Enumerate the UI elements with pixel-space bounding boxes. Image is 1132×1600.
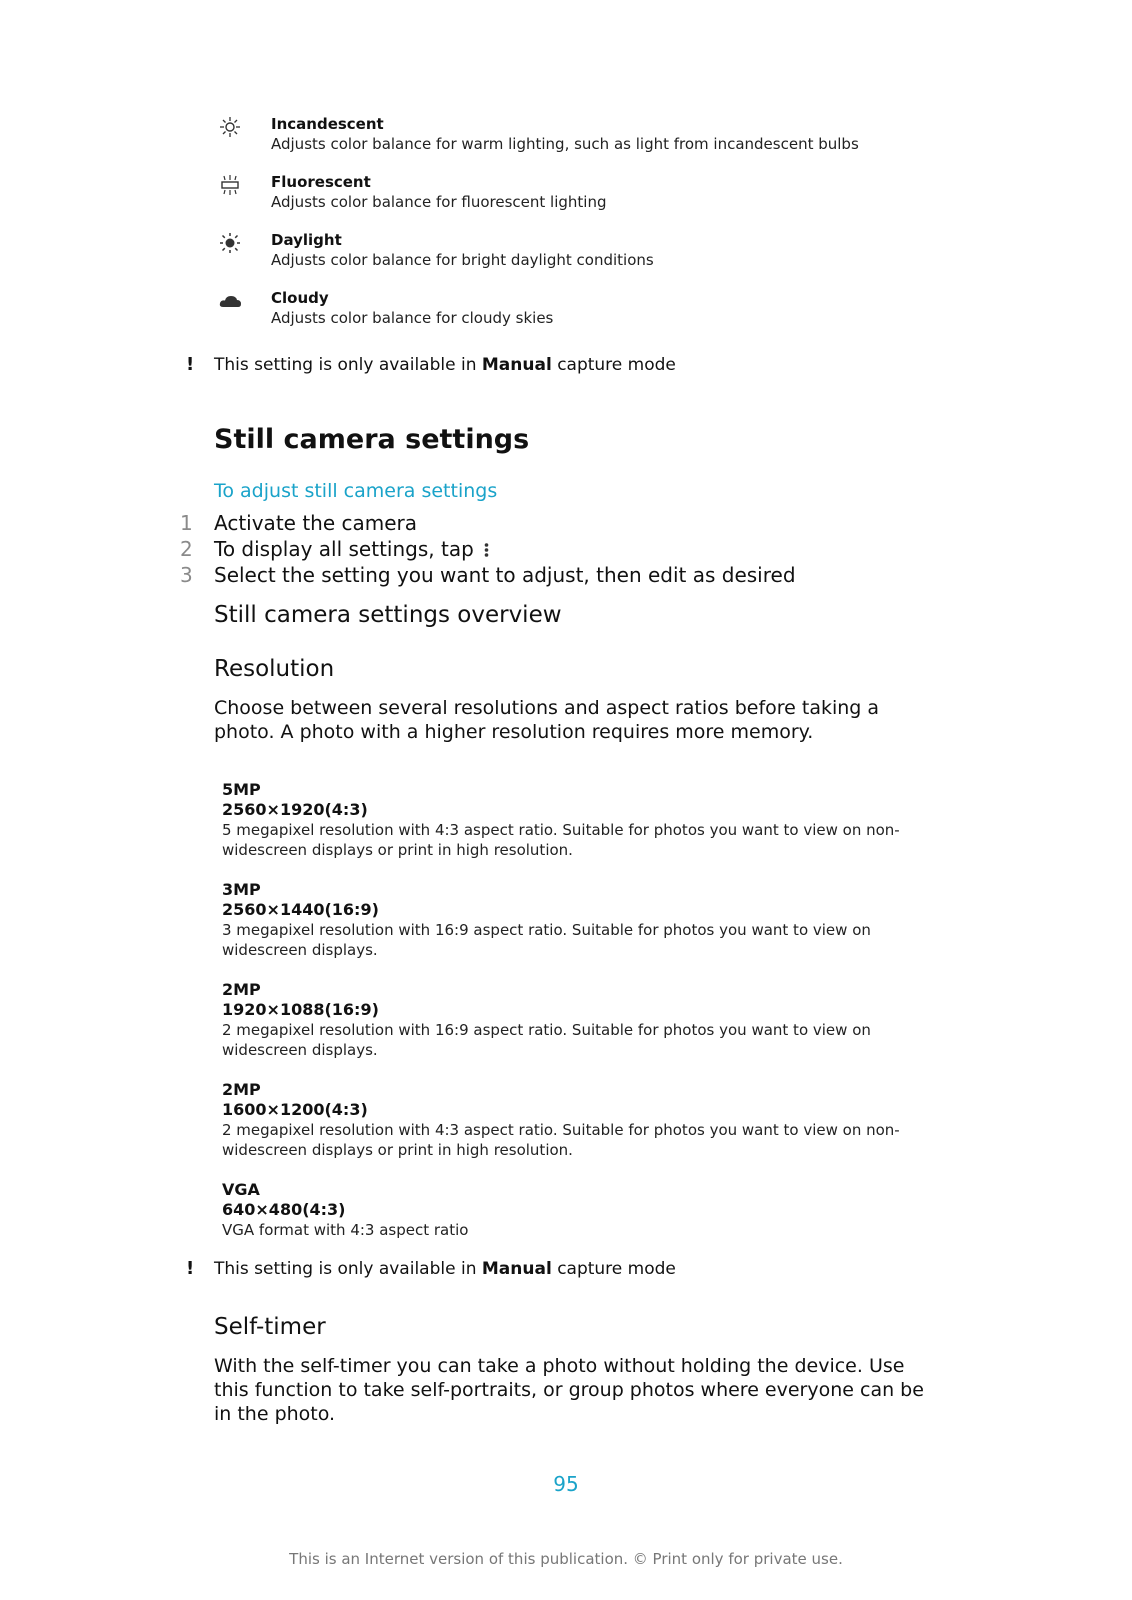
step-text: Select the setting you want to adjust, then edit as desired xyxy=(214,563,796,587)
white-balance-description: Adjusts color balance for warm lighting, such as light from incandescent bulbs xyxy=(271,135,859,153)
white-balance-list xyxy=(219,114,939,346)
resolution-dimensions: 2560×1440(16:9) xyxy=(222,900,379,919)
overview-heading: Still camera settings overview xyxy=(214,602,562,628)
resolution-item xyxy=(222,1080,942,1180)
note-text-bold: Manual xyxy=(481,1259,552,1279)
white-balance-item xyxy=(219,172,939,230)
timer-heading: Self-timer xyxy=(214,1314,326,1340)
note-text-bold: Manual xyxy=(481,355,552,375)
resolution-mp: VGA xyxy=(222,1180,260,1199)
white-balance-description: Adjusts color balance for bright daylight conditions xyxy=(271,251,654,269)
step-number: 2 xyxy=(180,537,193,561)
note-manual-mode xyxy=(186,354,926,376)
note-manual-mode xyxy=(186,1258,926,1280)
note-text xyxy=(214,1258,926,1280)
light-bulb-icon xyxy=(219,116,245,138)
resolution-item xyxy=(222,880,942,980)
white-balance-item xyxy=(219,114,939,172)
white-balance-description: Adjusts color balance for fluorescent lighting xyxy=(271,193,607,211)
resolution-description: VGA format with 4:3 aspect ratio xyxy=(222,1221,469,1239)
resolution-dimensions: 640×480(4:3) xyxy=(222,1200,346,1219)
steps-list xyxy=(180,510,940,588)
page-number: 95 xyxy=(553,1472,579,1496)
resolution-mp: 5MP xyxy=(222,780,261,799)
resolution-dimensions: 1920×1088(16:9) xyxy=(222,1000,379,1019)
exclamation-icon: ! xyxy=(186,354,195,375)
step-text-wrapper xyxy=(214,536,489,562)
resolution-mp: 3MP xyxy=(222,880,261,899)
exclamation-icon: ! xyxy=(186,1258,195,1279)
section-title: Still camera settings xyxy=(214,424,530,455)
resolution-item xyxy=(222,980,942,1080)
resolution-description: 3 megapixel resolution with 16:9 aspect ratio. Suitable for photos you want to view on widescreen displays. xyxy=(222,921,871,959)
daylight-icon xyxy=(219,232,245,254)
white-balance-name: Daylight xyxy=(271,231,342,249)
resolution-dimensions: 1600×1200(4:3) xyxy=(222,1100,368,1119)
fluorescent-icon xyxy=(219,174,245,196)
white-balance-name: Cloudy xyxy=(271,289,329,307)
subsection-link: To adjust still camera settings xyxy=(214,480,498,502)
white-balance-description: Adjusts color balance for cloudy skies xyxy=(271,309,554,327)
white-balance-item xyxy=(219,288,939,346)
step-text: To display all settings, tap xyxy=(214,537,474,561)
resolution-description: 2 megapixel resolution with 16:9 aspect ratio. Suitable for photos you want to view on widescreen displays. xyxy=(222,1021,871,1059)
white-balance-name: Fluorescent xyxy=(271,173,371,191)
note-text-before: This setting is only available in xyxy=(214,355,477,375)
note-text xyxy=(214,354,926,376)
note-text-before: This setting is only available in xyxy=(214,1259,477,1279)
resolution-mp: 2MP xyxy=(222,1080,261,1099)
footer-notice: This is an Internet version of this publication. © Print only for private use. xyxy=(289,1550,843,1568)
resolution-list xyxy=(222,780,942,1280)
step-item xyxy=(180,510,940,536)
cloud-icon xyxy=(219,290,245,312)
step-item xyxy=(180,536,940,562)
resolution-item xyxy=(222,780,942,880)
resolution-paragraph: Choose between several resolutions and aspect ratios before taking a photo. A photo with a higher resolution requires more memory. xyxy=(214,697,880,743)
white-balance-item xyxy=(219,230,939,288)
note-text-after: capture mode xyxy=(557,355,676,375)
note-text-after: capture mode xyxy=(557,1259,676,1279)
resolution-description: 5 megapixel resolution with 4:3 aspect ratio. Suitable for photos you want to view on non-widescreen displays or print in high resolution. xyxy=(222,821,900,859)
resolution-mp: 2MP xyxy=(222,980,261,999)
step-number: 1 xyxy=(180,511,193,535)
step-text: Activate the camera xyxy=(214,511,418,535)
resolution-heading: Resolution xyxy=(214,656,335,682)
timer-paragraph: With the self-timer you can take a photo without holding the device. Use this function to take self-portraits, or group photos where everyone can be in the photo. xyxy=(214,1355,924,1425)
step-item xyxy=(180,562,940,588)
more-options-icon xyxy=(484,542,489,558)
resolution-dimensions: 2560×1920(4:3) xyxy=(222,800,368,819)
resolution-description: 2 megapixel resolution with 4:3 aspect ratio. Suitable for photos you want to view on non-widescreen displays or print in high resolution. xyxy=(222,1121,900,1159)
white-balance-name: Incandescent xyxy=(271,115,384,133)
step-number: 3 xyxy=(180,563,193,587)
